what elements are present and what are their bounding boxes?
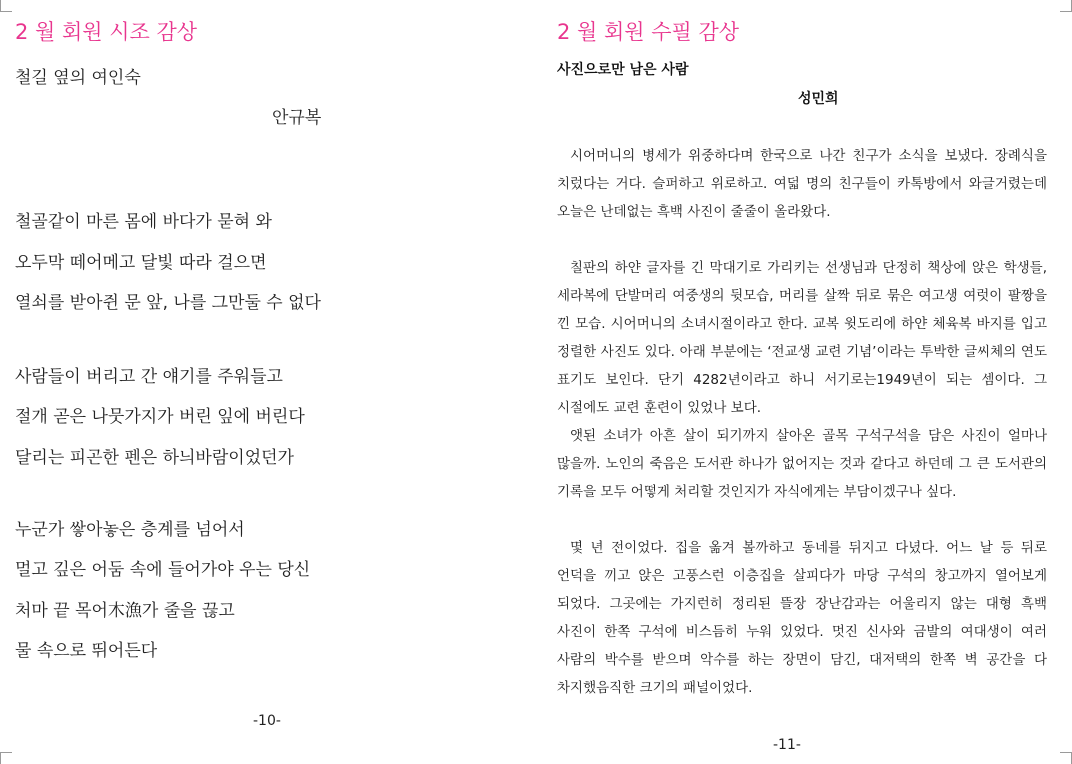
poem-line: 처마 끝 목어木漁가 줄을 끊고	[15, 601, 235, 621]
poem-line: 멀고 깊은 어둠 속에 들어가야 우는 당신	[15, 560, 311, 580]
crop-mark	[0, 11, 12, 12]
essay-title: 사진으로만 남은 사람	[557, 62, 689, 78]
poem-line: 물 속으로 뛰어든다	[15, 641, 158, 661]
essay-body	[557, 142, 1047, 702]
essay-paragraph: 몇 년 전이었다. 집을 옮겨 볼까하고 동네를 뒤지고 다녔다. 어느 날 등 뒤로 언덕을 끼고 앉은 고풍스런 이층집을 살피다가 마당 구석의 창고까지 열어보게 되었다. 그곳에는 가지런히 정리된 뜰장 장난감과는 어울리지 않는 대형 흑백 사진이 한쪽 구석에 비스듬히 누워 있었다. 멋진 신사와 금발의 여대생이 여러 사람의 박수를 받으며 악수를 하는 장면이 담긴, 대저택의 한쪽 벽 공간을 다 차지했음직한 크기의 패널이었다.	[557, 540, 1047, 696]
poem-line: 절개 곧은 나뭇가지가 버린 잎에 버린다	[15, 407, 305, 427]
poem-line: 달리는 피곤한 펜은 하늬바람이었던가	[15, 448, 294, 468]
right-page	[536, 0, 1072, 764]
poem-line: 철골같이 마른 몸에 바다가 묻혀 와	[15, 212, 272, 232]
poem-line: 사람들이 버리고 간 얘기를 주워들고	[15, 367, 283, 387]
section-title: 2 월 회원 수필 감상	[557, 20, 740, 44]
poem-line: 열쇠를 받아쥔 문 앞, 나를 그만둘 수 없다	[15, 293, 321, 313]
essay-paragraph: 칠판의 하얀 글자를 긴 막대기로 가리키는 선생님과 단정히 책상에 앉은 학생들, 세라복에 단발머리 여중생의 뒷모습, 머리를 살짝 뒤로 묶은 여고생 여럿이 팔짱을 낀 모습. 시어머니의 소녀시절이라고 한다. 교복 윗도리에 하얀 체육복 바지를 입고 정렬한 사진도 있다. 아래 부분에는 ‘전교생 교련 기념’이라는 투박한 글씨체의 연도 표기도 보인다. 단기 4282년이라고 하니 서기로는1949년이 되는 셈이다. 그 시절에도 교련 훈련이 있었나 보다.	[557, 260, 1047, 416]
poem-line: 누군가 쌓아놓은 층계를 넘어서	[15, 520, 245, 540]
poem-title: 철길 옆의 여인숙	[15, 68, 141, 88]
crop-mark	[0, 752, 12, 753]
poem-author: 안규복	[272, 108, 322, 128]
essay-author: 성민희	[798, 91, 839, 107]
page-number: -10-	[253, 713, 281, 729]
poem-line: 오두막 떼어메고 달빛 따라 걸으면	[15, 253, 267, 273]
crop-mark	[1060, 11, 1072, 12]
crop-mark	[0, 752, 1, 764]
essay-paragraph: 시어머니의 병세가 위중하다며 한국으로 나간 친구가 소식을 보냈다. 장례식을 치렀다는 거다. 슬퍼하고 위로하고. 여덟 명의 친구들이 카톡방에서 와글거렸는데 오늘은 난데없는 흑백 사진이 줄줄이 올라왔다.	[557, 148, 1047, 220]
essay-paragraph: 앳된 소녀가 아흔 살이 되기까지 살아온 골목 구석구석을 담은 사진이 얼마나 많을까. 노인의 죽음은 도서관 하나가 없어지는 것과 같다고 하던데 그 큰 도서관의 기록을 모두 어떻게 처리할 것인지가 자식에게는 부담이겠구나 싶다.	[557, 428, 1047, 500]
page-number: -11-	[773, 737, 801, 753]
section-title: 2 월 회원 시조 감상	[15, 20, 198, 44]
crop-mark	[1060, 752, 1072, 753]
